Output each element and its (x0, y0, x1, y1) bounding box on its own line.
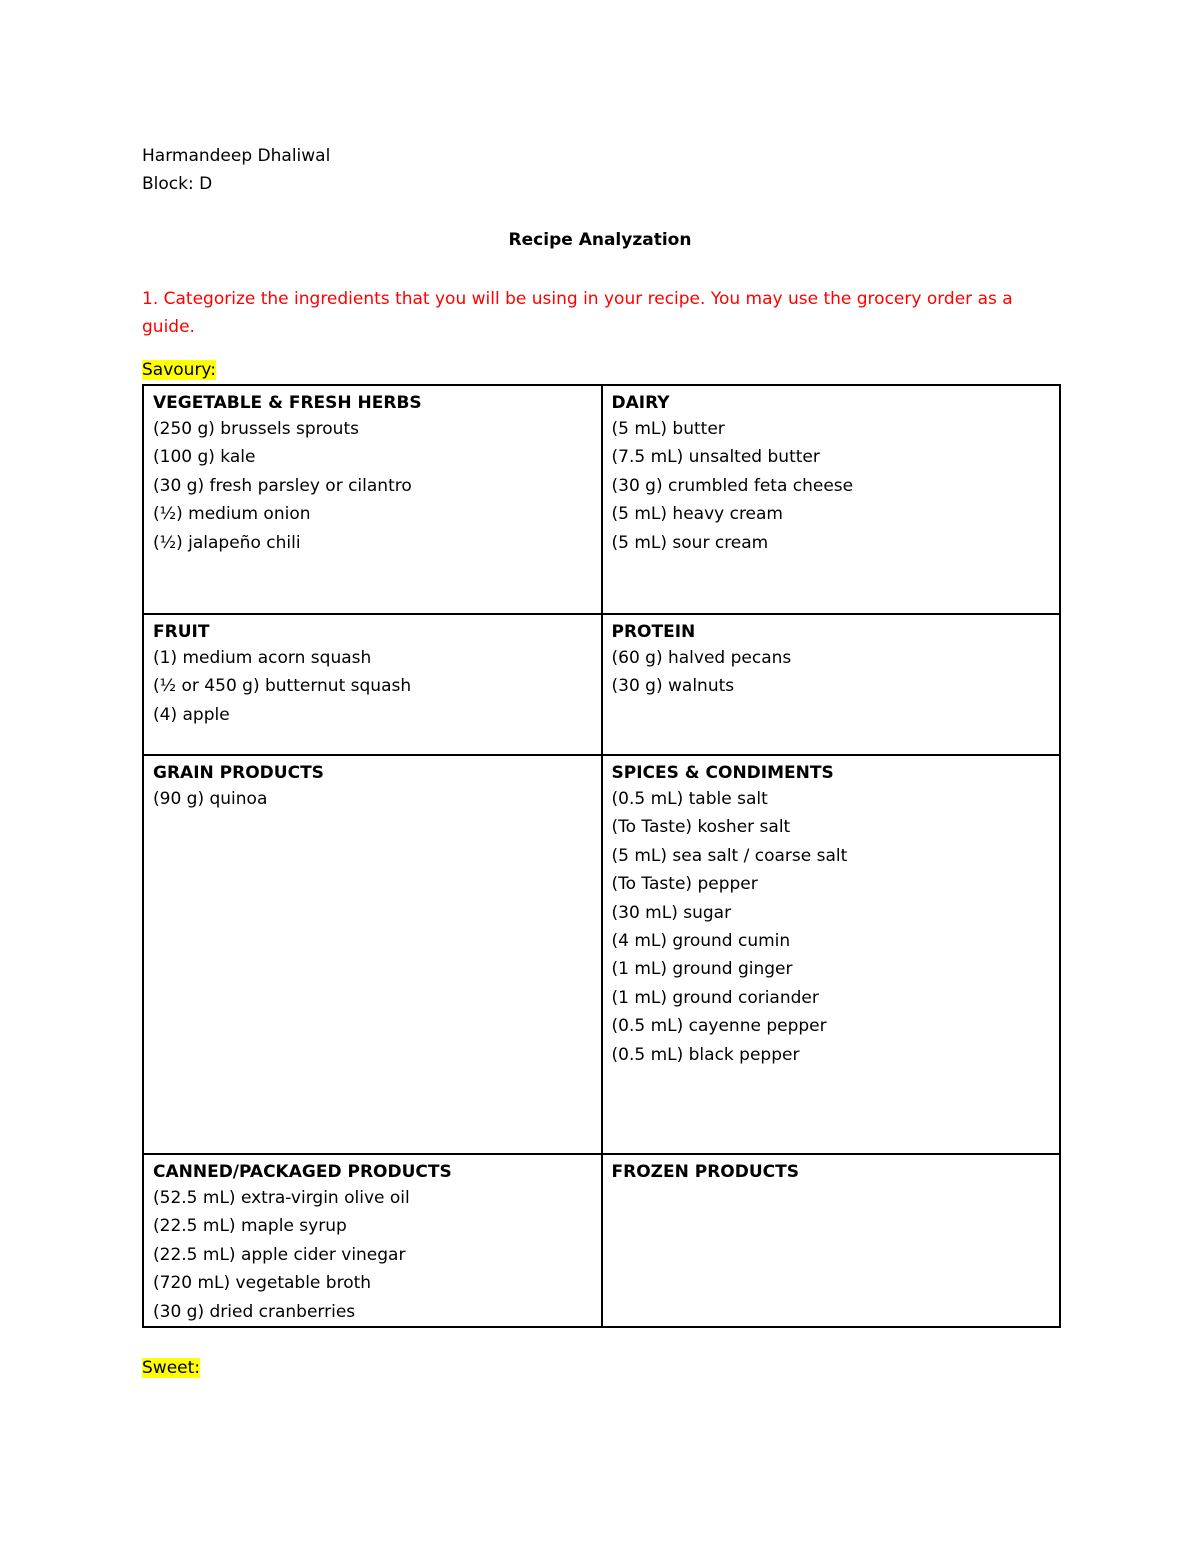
ingredient-item: (½) medium onion (153, 504, 311, 525)
category-title: PROTEIN (611, 622, 696, 642)
ingredient-item: (4) apple (153, 704, 230, 725)
category-title: GRAIN PRODUCTS (153, 763, 324, 783)
category-title: CANNED/PACKAGED PRODUCTS (153, 1162, 452, 1182)
ingredient-item: (7.5 mL) unsalted butter (611, 447, 820, 468)
cell-canned (143, 1154, 602, 1327)
ingredient-item: (250 g) brussels sprouts (153, 419, 359, 439)
category-title: VEGETABLE & FRESH HERBS (153, 393, 422, 413)
savoury-label-text: Savoury: (142, 360, 216, 380)
ingredient-item: (22.5 mL) apple cider vinegar (153, 1244, 406, 1265)
savoury-label (142, 359, 216, 381)
ingredient-item: (30 g) walnuts (611, 676, 735, 697)
category-title: SPICES & CONDIMENTS (611, 763, 834, 783)
ingredient-item: (52.5 mL) extra-virgin olive oil (153, 1188, 410, 1208)
block-label: Block: D (142, 174, 213, 194)
ingredient-item: (30 g) crumbled feta cheese (611, 475, 854, 496)
ingredient-item: (5 mL) butter (611, 419, 725, 439)
ingredient-item: (5 mL) heavy cream (611, 504, 783, 525)
ingredient-item: (0.5 mL) black pepper (611, 1044, 800, 1065)
cell-vegetable (143, 385, 602, 614)
cell-frozen (602, 1154, 1061, 1327)
student-name: Harmandeep Dhaliwal (142, 146, 331, 166)
ingredient-item: (To Taste) kosher salt (611, 817, 791, 838)
ingredient-item: (½) jalapeño chili (153, 532, 301, 553)
ingredient-item: (4 mL) ground cumin (611, 931, 791, 952)
ingredient-table (142, 384, 1061, 1328)
category-title: FRUIT (153, 622, 210, 642)
ingredient-item: (100 g) kale (153, 447, 256, 468)
table-row (143, 1154, 1060, 1327)
cell-fruit (143, 614, 602, 755)
ingredient-item: (60 g) halved pecans (611, 648, 792, 668)
page-title: Recipe Analyzation (508, 230, 692, 250)
ingredient-item: (30 mL) sugar (611, 902, 732, 923)
cell-dairy (602, 385, 1061, 614)
table-row (143, 385, 1060, 614)
cell-grain (143, 755, 602, 1154)
ingredient-item: (0.5 mL) table salt (611, 789, 768, 809)
ingredient-item: (1 mL) ground coriander (611, 987, 819, 1008)
table-row (143, 614, 1060, 755)
ingredient-item: (To Taste) pepper (611, 874, 758, 895)
ingredient-item: (5 mL) sea salt / coarse salt (611, 845, 848, 866)
ingredient-item: (0.5 mL) cayenne pepper (611, 1016, 827, 1037)
sweet-label-text: Sweet: (142, 1358, 201, 1378)
category-title: FROZEN PRODUCTS (611, 1162, 799, 1182)
ingredient-item: (22.5 mL) maple syrup (153, 1216, 347, 1237)
ingredient-item: (90 g) quinoa (153, 789, 268, 809)
ingredient-item: (30 g) dried cranberries (153, 1301, 356, 1322)
ingredient-item: (720 mL) vegetable broth (153, 1273, 372, 1294)
cell-protein (602, 614, 1061, 755)
ingredient-item: (½ or 450 g) butternut squash (153, 676, 412, 697)
cell-spices (602, 755, 1061, 1154)
table-row (143, 755, 1060, 1154)
ingredient-item: (5 mL) sour cream (611, 532, 769, 553)
sweet-label (142, 1357, 200, 1379)
question-text: 1. Categorize the ingredients that you will be using in your recipe. You may use the grocery order as a guide. (142, 289, 1013, 337)
ingredient-item: (1 mL) ground ginger (611, 959, 793, 980)
category-title: DAIRY (611, 393, 670, 413)
ingredient-item: (30 g) fresh parsley or cilantro (153, 475, 412, 496)
ingredient-item: (1) medium acorn squash (153, 648, 372, 668)
